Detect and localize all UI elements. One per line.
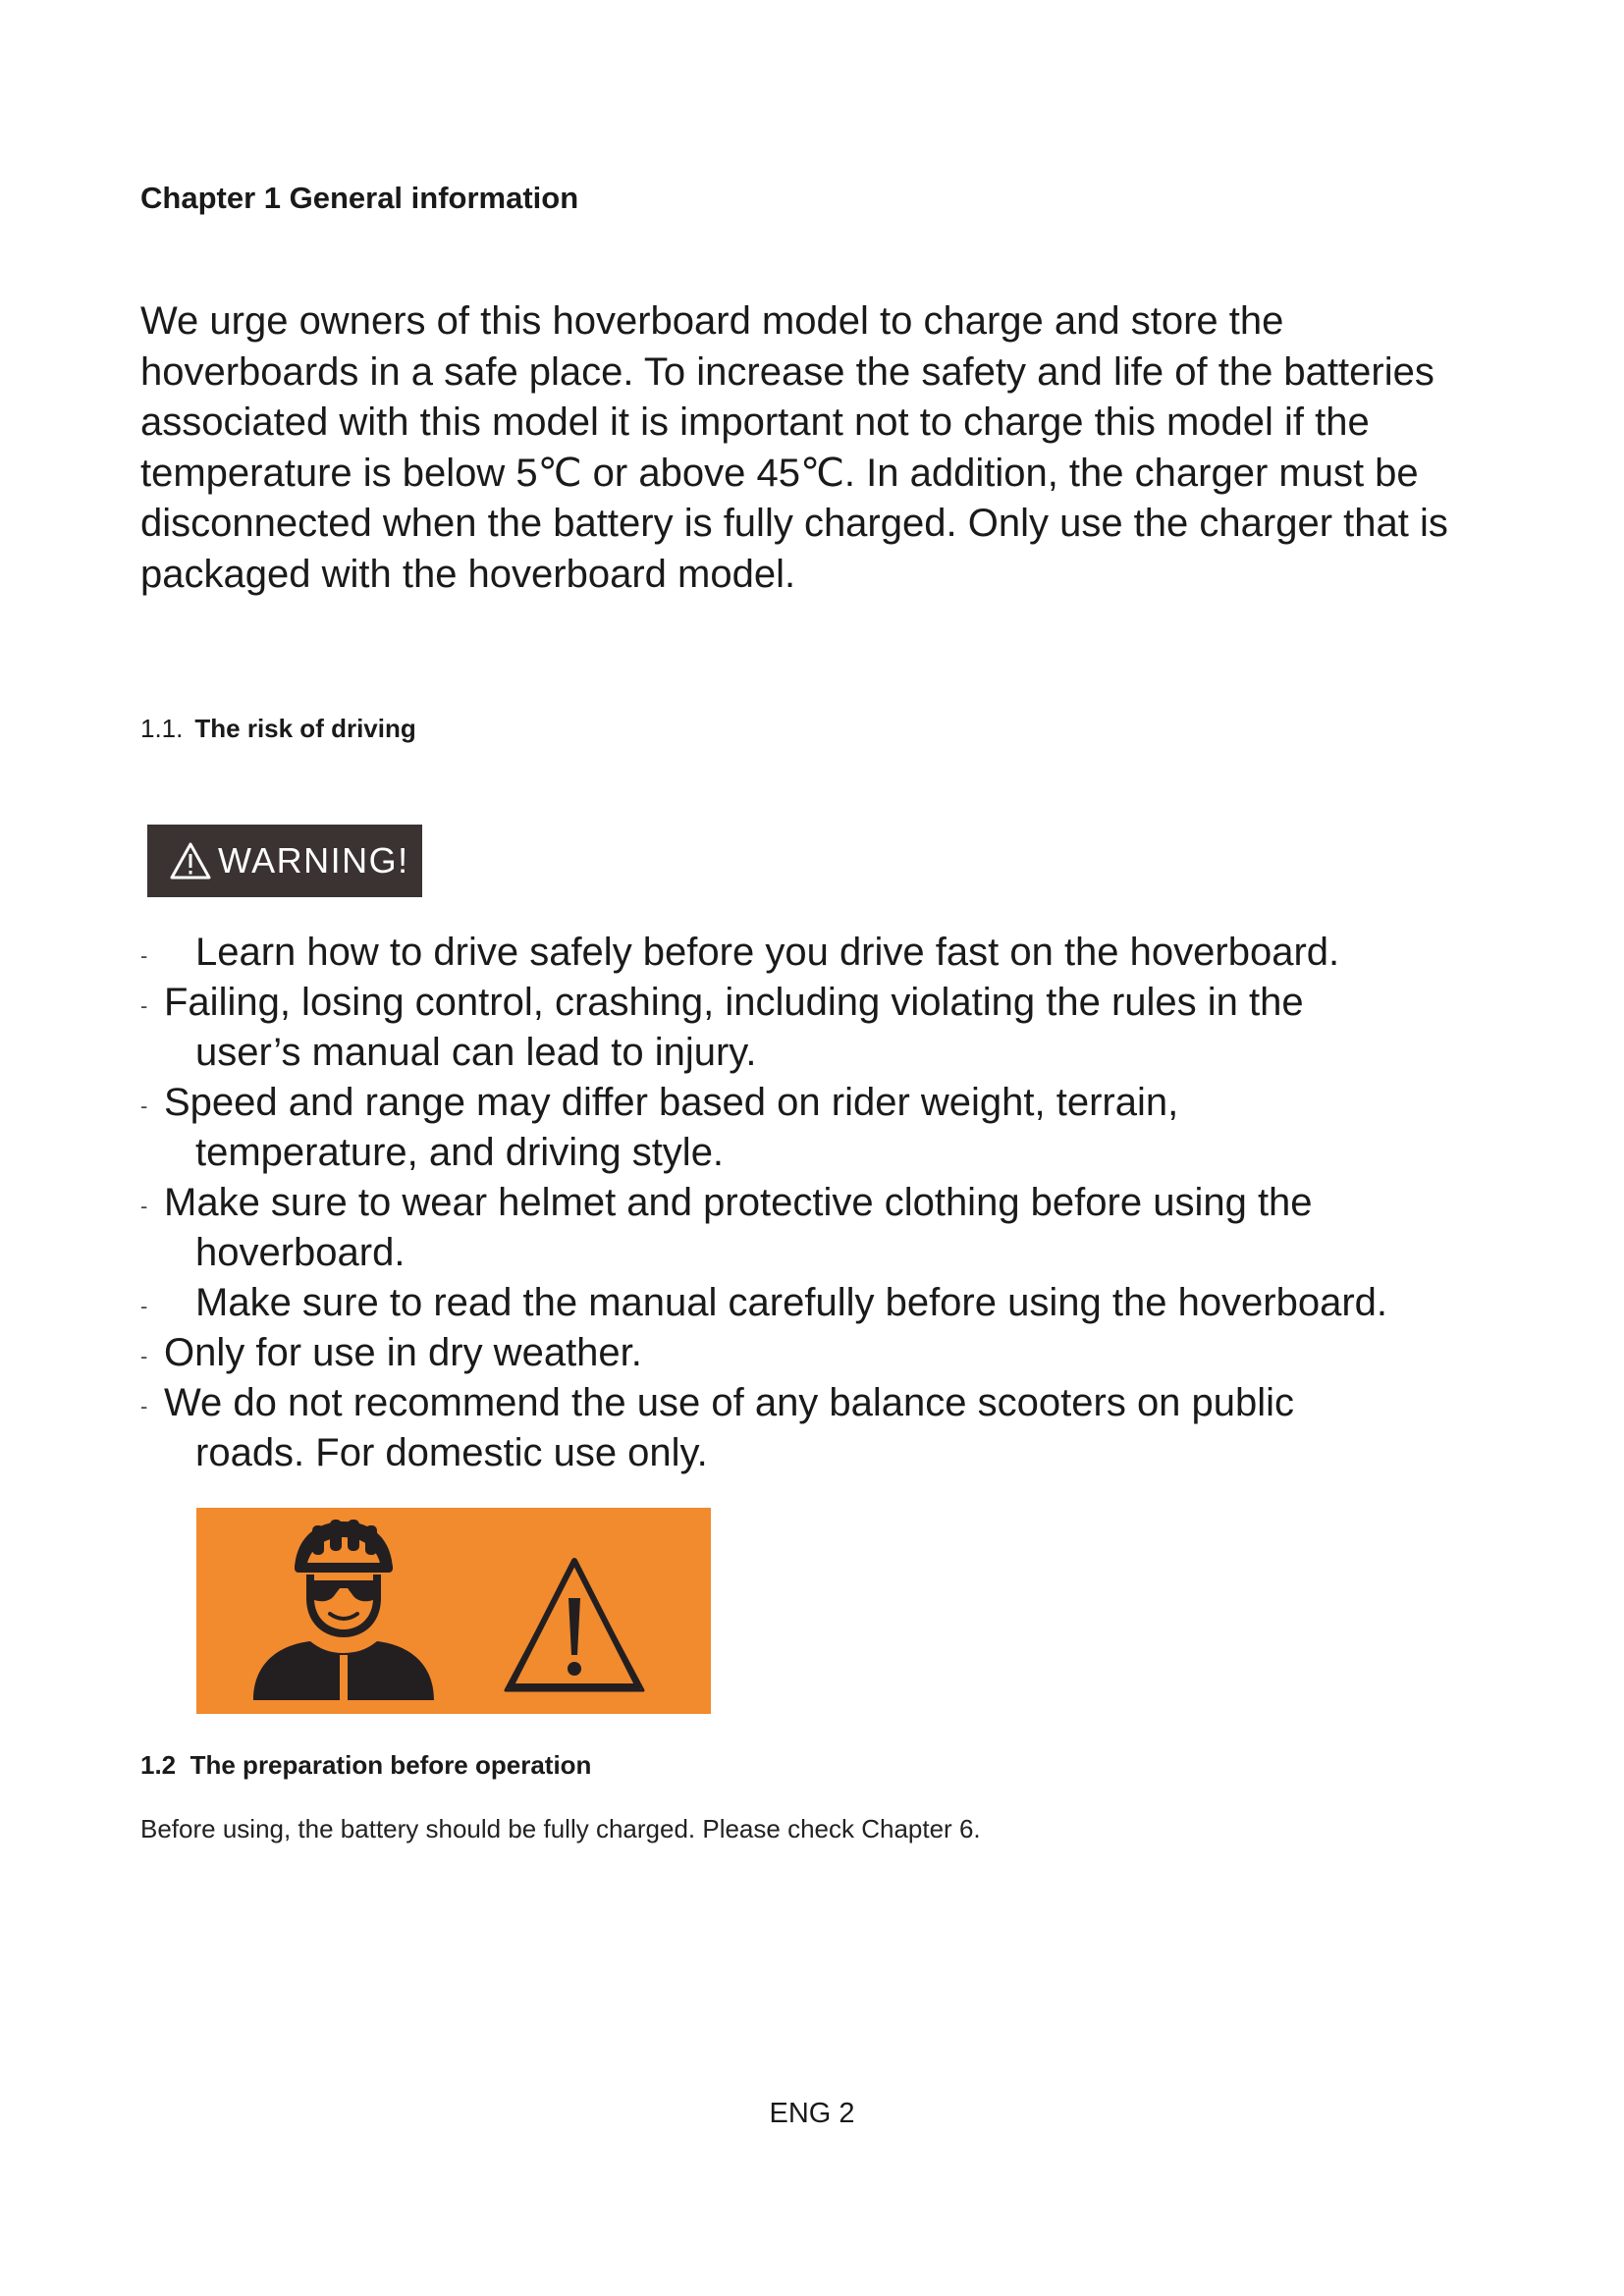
rider-helmet-icon (253, 1520, 434, 1700)
list-item: - Make sure to wear helmet and protective clothing before using the hoverboard. (140, 1181, 1313, 1274)
intro-paragraph: We urge owners of this hoverboard model to charge and store the hoverboards in a safe place. To increase the safety and life of the batteries associated with this model it is important not to charge this model if the temperature is below 5℃ or above 45℃. In addition, the charger must be disconnected when the battery is fully charged. Only use the charger that is packaged with the hoverboard model. (140, 299, 1448, 596)
section-title: The risk of driving (194, 714, 416, 743)
list-item: - Speed and range may differ based on rider weight, terrain, temperature, and driving style. (140, 1081, 1179, 1174)
section-number: 1.2 (140, 1750, 177, 1780)
section-heading-preparation (140, 1750, 591, 1781)
warning-badge (147, 825, 422, 897)
list-item: - Only for use in dry weather. (140, 1331, 642, 1374)
list-item: - Learn how to drive safely before you drive fast on the hoverboard. (140, 931, 1340, 974)
list-item: - Make sure to read the manual carefully before using the hoverboard. (140, 1281, 1388, 1324)
warning-triangle-icon (169, 841, 212, 881)
section-heading-risk (140, 714, 416, 744)
warning-triangle-icon (506, 1561, 643, 1690)
list-item: - We do not recommend the use of any balance scooters on public roads. For domestic use only. (140, 1381, 1295, 1474)
risk-list (140, 928, 1515, 1478)
section-number: 1.1. (140, 714, 184, 743)
protective-gear-sign (196, 1508, 711, 1714)
list-item: - Failing, losing control, crashing, including violating the rules in the user’s manual can lead to injury. (140, 981, 1304, 1074)
warning-label: WARNING! (218, 840, 409, 881)
preparation-text: Before using, the battery should be fully charged. Please check Chapter 6. (140, 1814, 981, 1843)
chapter-title: Chapter 1 General information (140, 181, 579, 215)
page-number: ENG 2 (769, 2098, 855, 2129)
section-title: The preparation before operation (189, 1750, 592, 1780)
